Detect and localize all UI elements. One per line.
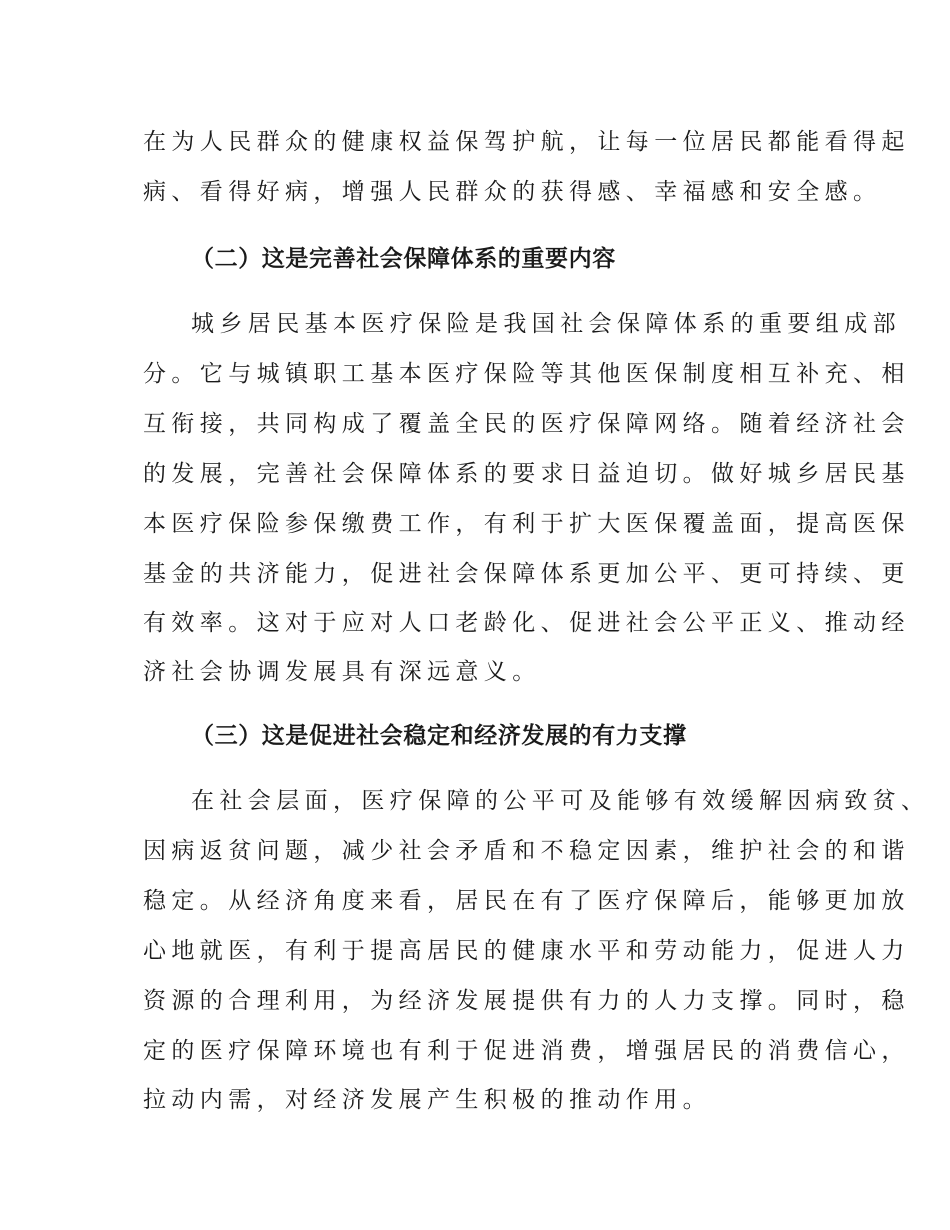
paragraph-line: 稳定。从经济角度来看，居民在有了医疗保障后，能够更加放 <box>143 888 910 914</box>
paragraph-line: 的发展，完善社会保障体系的要求日益迫切。做好城乡居民基 <box>143 461 910 487</box>
paragraph-line: 定的医疗保障环境也有利于促进消费，增强居民的消费信心， <box>143 1038 910 1064</box>
paragraph-line: 分。它与城镇职工基本医疗保险等其他医保制度相互补充、相 <box>143 361 910 387</box>
section-heading: （三）这是促进社会稳定和经济发展的有力支撑 <box>191 723 687 749</box>
paragraph-line: 互衔接，共同构成了覆盖全民的医疗保障网络。随着经济社会 <box>143 411 910 437</box>
paragraph-line: 拉动内需，对经济发展产生积极的推动作用。 <box>143 1087 711 1113</box>
paragraph-line: 因病返贫问题，减少社会矛盾和不稳定因素，维护社会的和谐 <box>143 838 910 864</box>
section-heading: （二）这是完善社会保障体系的重要内容 <box>191 246 616 272</box>
paragraph-line: 在社会层面，医疗保障的公平可及能够有效缓解因病致贫、 <box>191 788 930 814</box>
paragraph-line: 有效率。这对于应对人口老龄化、促进社会公平正义、推动经 <box>143 610 910 636</box>
paragraph-line: 心地就医，有利于提高居民的健康水平和劳动能力，促进人力 <box>143 938 910 964</box>
paragraph-line: 在为人民群众的健康权益保驾护航，让每一位居民都能看得起 <box>143 129 910 155</box>
paragraph-line: 病、看得好病，增强人民群众的获得感、幸福感和安全感。 <box>143 179 882 205</box>
paragraph-line: 本医疗保险参保缴费工作，有利于扩大医保覆盖面，提高医保 <box>143 511 910 537</box>
paragraph-line: 济社会协调发展具有深远意义。 <box>143 659 541 685</box>
paragraph-line: 城乡居民基本医疗保险是我国社会保障体系的重要组成部 <box>191 311 901 337</box>
paragraph-line: 基金的共济能力，促进社会保障体系更加公平、更可持续、更 <box>143 561 910 587</box>
paragraph-line: 资源的合理利用，为经济发展提供有力的人力支撑。同时，稳 <box>143 988 910 1014</box>
